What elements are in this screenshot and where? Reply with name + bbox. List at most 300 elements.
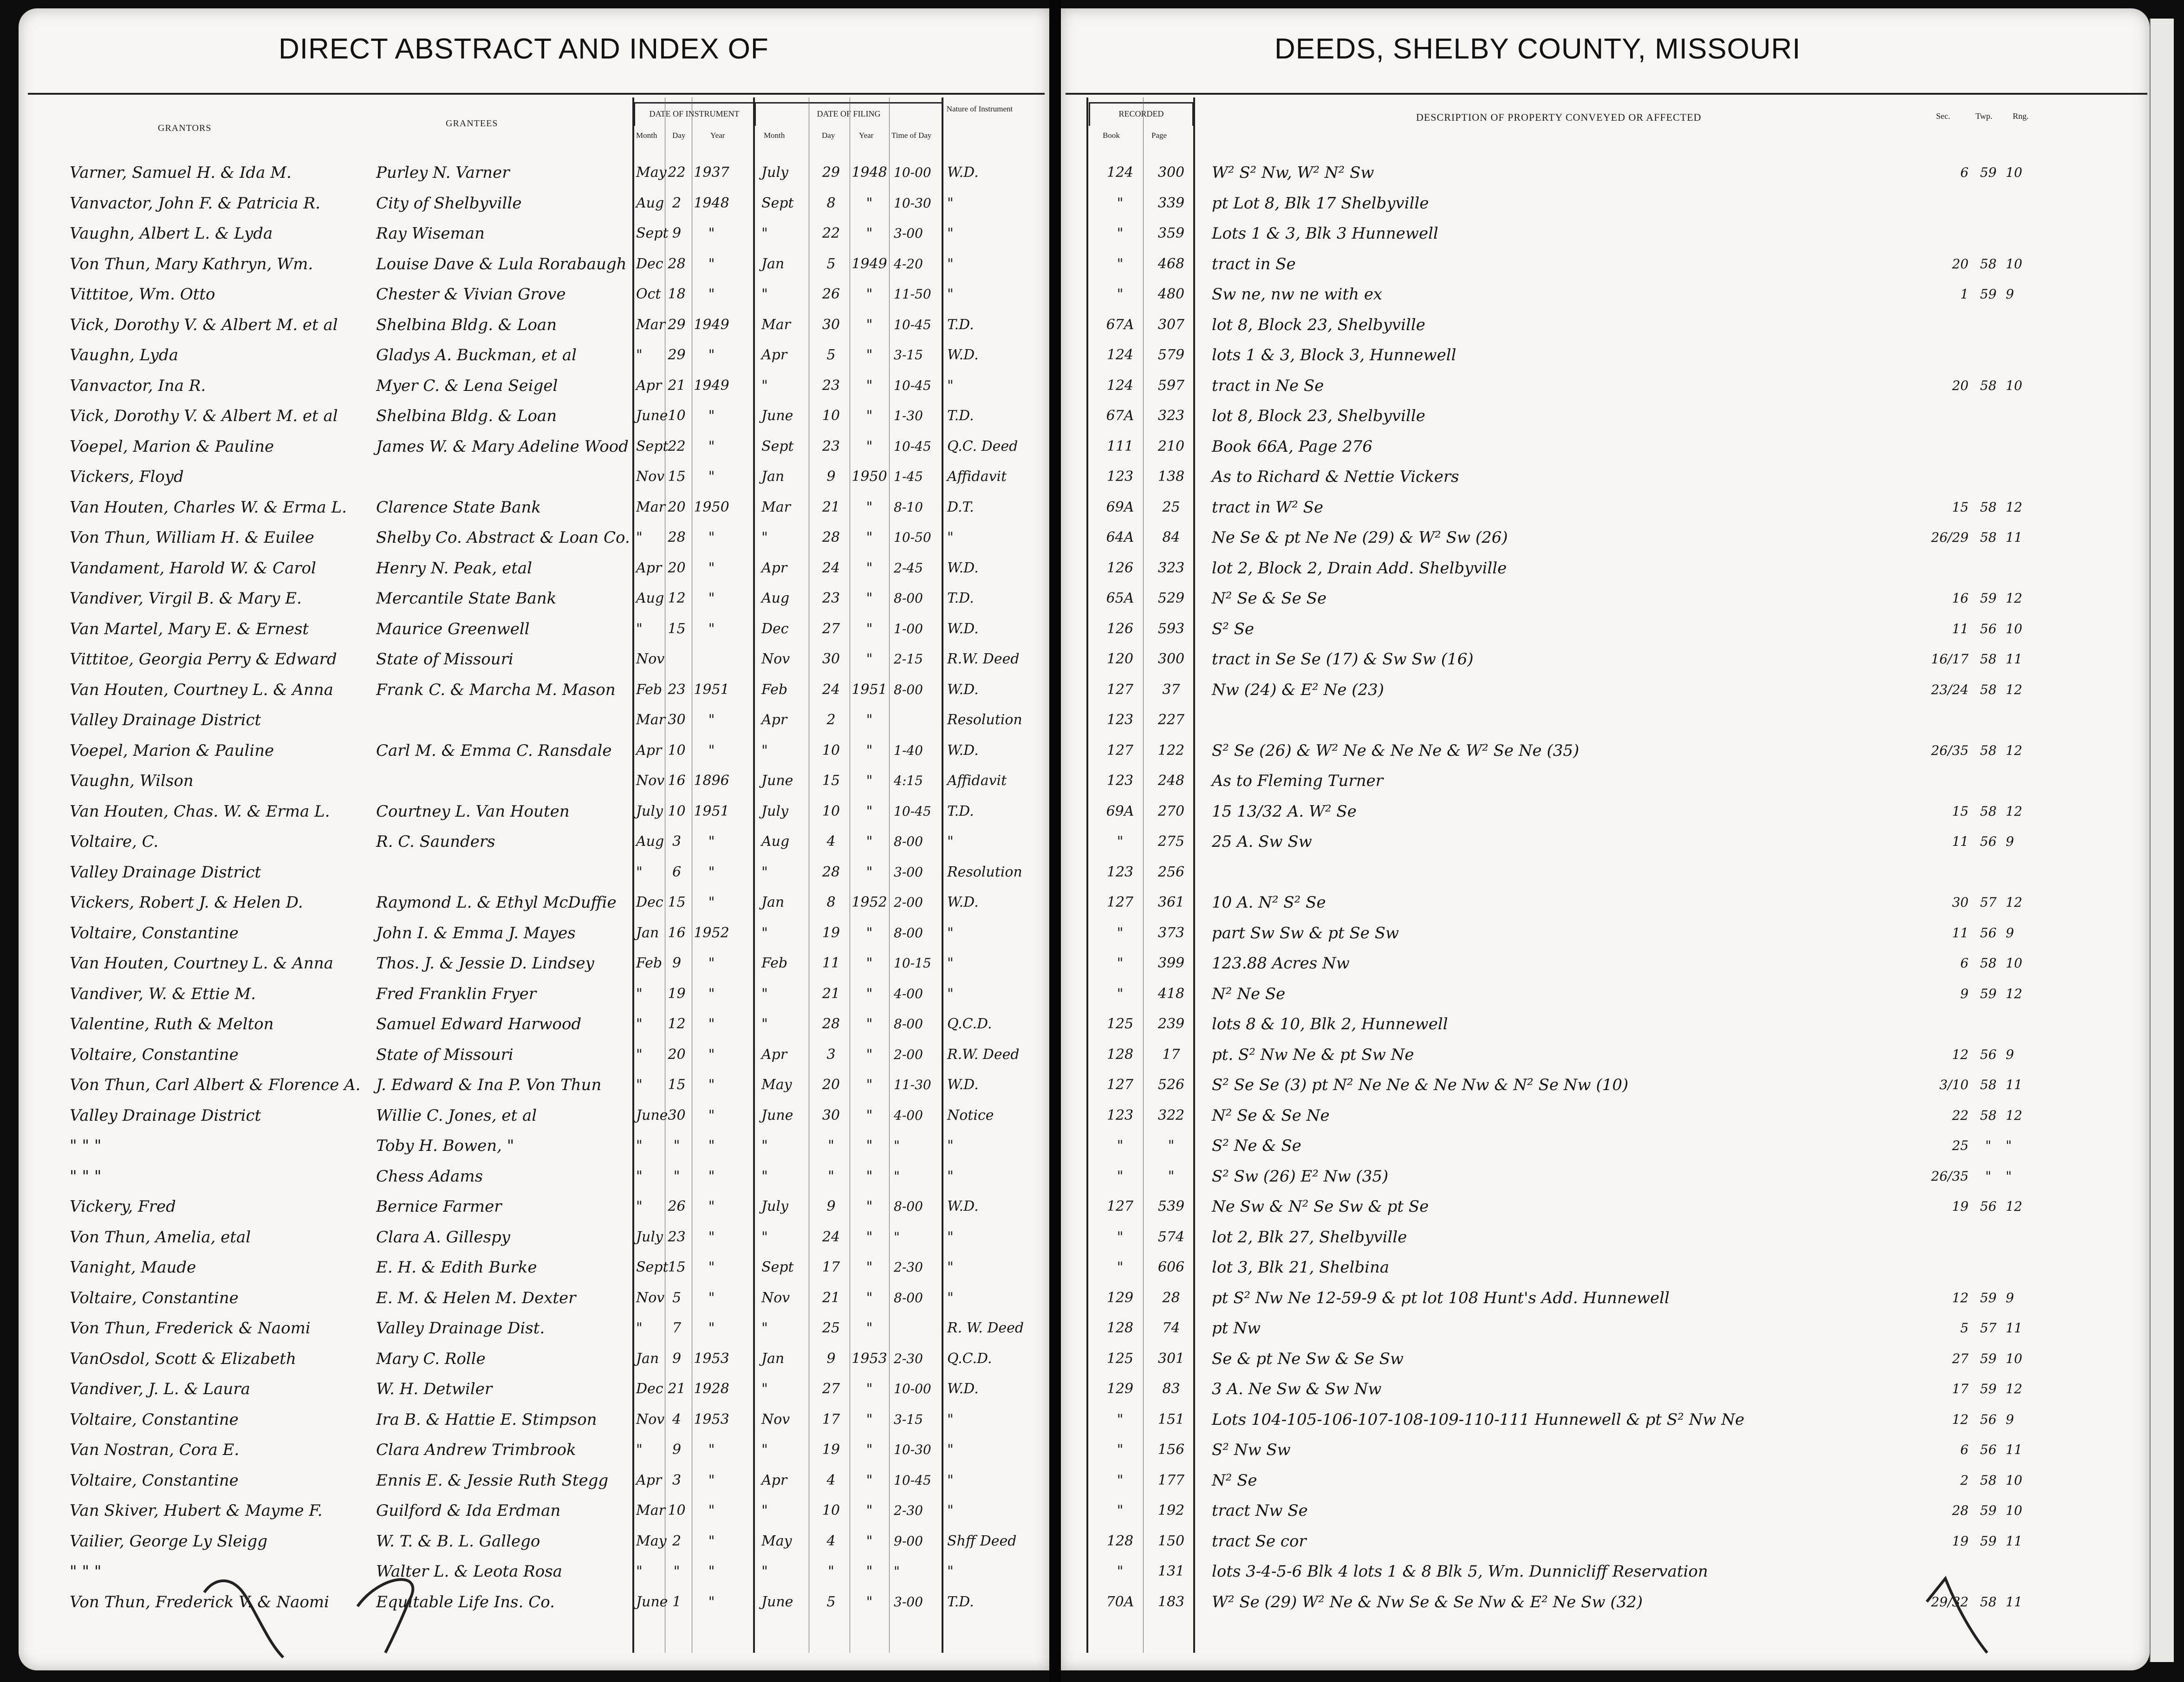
time-cell: 3-00 xyxy=(894,1594,923,1610)
book-cell: 120 xyxy=(1106,651,1134,667)
file-month-label: Month xyxy=(764,131,785,140)
sec-cell xyxy=(1927,343,1969,368)
inst-year-cell: 1948 xyxy=(694,195,729,211)
date-of-filing-label: DATE OF FILING xyxy=(817,109,881,118)
file-year-cell: " xyxy=(866,408,873,424)
page-cell: 539 xyxy=(1157,1198,1185,1214)
file-day-cell: 23 xyxy=(822,377,840,394)
inst-year-cell: " xyxy=(708,1046,715,1063)
sec-cell: 11 xyxy=(1952,621,1969,636)
book-cell: 67A xyxy=(1106,408,1134,424)
file-day-cell: 28 xyxy=(822,864,840,880)
file-day-cell: 5 xyxy=(826,256,836,272)
file-month-cell: Jan xyxy=(761,468,785,485)
file-day-cell: 11 xyxy=(822,955,840,971)
ledger-title-right: DEEDS, SHELBY COUNTY, MISSOURI xyxy=(1274,33,1801,65)
ledger-row xyxy=(0,981,2184,1007)
inst-month-cell: Nov xyxy=(636,1411,665,1428)
inst-month-cell: Apr xyxy=(636,377,662,394)
time-cell: 8-00 xyxy=(894,1199,923,1214)
file-year-cell: 1950 xyxy=(852,468,887,485)
rng-cell: 11 xyxy=(2006,1320,2022,1336)
grantor-cell: Vaughn, Lyda xyxy=(70,346,178,364)
inst-year-cell: " xyxy=(708,1533,715,1549)
page-cell: 361 xyxy=(1157,894,1185,910)
inst-year-cell: 1937 xyxy=(694,164,729,181)
twp-cell: 58 xyxy=(1980,682,1997,697)
nature-cell: " xyxy=(947,256,954,272)
twp-header: Twp. xyxy=(1976,111,1993,121)
file-day-cell: 27 xyxy=(822,1381,840,1397)
inst-day-cell: 9 xyxy=(672,225,682,241)
rng-cell: 10 xyxy=(2006,621,2022,636)
book-cell: " xyxy=(1117,986,1124,1002)
inst-year-cell: " xyxy=(708,1077,715,1093)
file-day-cell: 24 xyxy=(822,682,840,698)
description-cell: Ne Sw & N² Se Sw & pt Se xyxy=(1212,1197,1429,1216)
file-month-cell: Apr xyxy=(761,1046,787,1063)
inst-year-cell: " xyxy=(708,1016,715,1032)
ledger-row xyxy=(0,1559,2184,1584)
ledger-row xyxy=(0,921,2184,946)
file-month-cell: Nov xyxy=(761,651,790,667)
rng-cell xyxy=(2006,1559,2041,1584)
sec-cell: 6 xyxy=(1960,955,1969,971)
book-cell: 124 xyxy=(1106,347,1134,363)
ledger-row xyxy=(0,191,2184,216)
nature-cell: Notice xyxy=(947,1107,994,1123)
page-cell: 25 xyxy=(1162,499,1180,515)
grantee-cell: W. T. & B. L. Gallego xyxy=(376,1532,540,1551)
file-day-cell: 5 xyxy=(826,347,836,363)
description-cell: Nw (24) & E² Ne (23) xyxy=(1212,681,1384,699)
page-cell: " xyxy=(1168,1168,1175,1184)
time-cell: 4-00 xyxy=(894,1108,923,1123)
inst-day-cell: 15 xyxy=(668,468,686,485)
page-cell: 256 xyxy=(1157,864,1185,880)
inst-day-cell: 3 xyxy=(672,833,682,850)
sec-cell xyxy=(1927,221,1969,246)
grantors-header: GRANTORS xyxy=(158,123,212,133)
nature-cell: Q.C.D. xyxy=(947,1351,992,1367)
ledger-row xyxy=(0,1468,2184,1493)
grantor-cell: Van Houten, Chas. W. & Erma L. xyxy=(70,802,330,821)
rng-cell: 9 xyxy=(2006,925,2014,941)
file-year-cell: " xyxy=(866,925,873,941)
inst-day-cell: 15 xyxy=(668,1077,686,1093)
description-cell: N² Se xyxy=(1212,1471,1257,1490)
book-cell: 126 xyxy=(1106,560,1134,576)
file-month-cell: " xyxy=(761,529,768,546)
inst-year-cell: " xyxy=(708,864,715,880)
sec-cell: 30 xyxy=(1952,895,1969,910)
time-cell: 3-00 xyxy=(894,226,923,241)
grantor-cell: Voltaire, Constantine xyxy=(70,1046,239,1064)
sec-cell xyxy=(1927,1255,1969,1280)
grantee-cell: Clara A. Gillespy xyxy=(376,1228,510,1247)
twp-cell: 59 xyxy=(1980,286,1997,302)
rng-cell: 11 xyxy=(2006,1533,2022,1549)
twp-cell: 59 xyxy=(1980,1503,1997,1518)
inst-month-cell: Aug xyxy=(636,833,664,850)
rng-cell: 12 xyxy=(2006,743,2022,758)
description-cell: S² Sw (26) E² Nw (35) xyxy=(1212,1167,1389,1186)
book-cell: 125 xyxy=(1106,1351,1134,1367)
rng-cell xyxy=(2006,860,2041,885)
sec-cell: 26/35 xyxy=(1931,1169,1969,1184)
file-day-cell: 19 xyxy=(822,925,840,941)
grantor-cell: Voepel, Marion & Pauline xyxy=(70,741,274,760)
twp-cell: 59 xyxy=(1980,1381,1997,1396)
sec-cell: 25 xyxy=(1952,1138,1969,1153)
sec-cell xyxy=(1927,312,1969,338)
sec-cell: 12 xyxy=(1952,1047,1969,1062)
file-day-cell: " xyxy=(828,1137,834,1154)
nature-cell: Resolution xyxy=(947,864,1022,880)
inst-month-cell: Dec xyxy=(636,256,663,272)
ledger-row xyxy=(0,1590,2184,1615)
rng-cell: 10 xyxy=(2006,165,2022,180)
file-day-cell: 5 xyxy=(826,1594,836,1610)
inst-month-cell: " xyxy=(636,1077,643,1093)
grantor-cell: Von Thun, Mary Kathryn, Wm. xyxy=(70,255,313,273)
grantee-cell: Henry N. Peak, etal xyxy=(376,559,533,578)
file-year-cell: " xyxy=(866,1229,873,1245)
rng-cell: 10 xyxy=(2006,378,2022,393)
book-cell: " xyxy=(1117,1168,1124,1184)
time-cell: 10-00 xyxy=(894,1381,931,1396)
grantee-cell: Mercantile State Bank xyxy=(376,589,557,608)
inst-day-cell: 10 xyxy=(668,742,686,759)
file-day-cell: 4 xyxy=(826,1533,836,1549)
rng-cell: 9 xyxy=(2006,286,2014,302)
ledger-row xyxy=(0,890,2184,915)
page-label: Page xyxy=(1151,131,1167,140)
grantee-cell: Samuel Edward Harwood xyxy=(376,1015,582,1033)
inst-day-cell: 3 xyxy=(672,1472,682,1488)
grantor-cell: Von Thun, Amelia, etal xyxy=(70,1228,251,1247)
file-year-cell: " xyxy=(866,955,873,971)
page-cell: 28 xyxy=(1162,1290,1180,1306)
grantor-cell: Vandiver, W. & Ettie M. xyxy=(70,985,256,1003)
book-cell: " xyxy=(1117,225,1124,241)
inst-month-cell: Aug xyxy=(636,590,664,606)
inst-month-cell: Nov xyxy=(636,773,665,789)
description-cell: 15 13/32 A. W² Se xyxy=(1212,802,1357,821)
file-month-cell: Apr xyxy=(761,560,787,576)
page-cell: 210 xyxy=(1157,438,1185,455)
inst-day-cell: 10 xyxy=(668,1502,686,1519)
inst-month-cell: Nov xyxy=(636,468,665,485)
sec-cell: 26/35 xyxy=(1931,743,1969,758)
file-day-label: Day xyxy=(822,131,835,140)
date-of-instrument-label: DATE OF INSTRUMENT xyxy=(649,109,740,118)
inst-month-cell: " xyxy=(636,1046,643,1063)
time-cell: 10-50 xyxy=(894,530,931,545)
nature-cell: " xyxy=(947,1290,954,1306)
grantee-cell: Carl M. & Emma C. Ransdale xyxy=(376,741,612,760)
ledger-row xyxy=(0,1437,2184,1462)
rng-cell xyxy=(2006,1255,2041,1280)
inst-day-cell: 20 xyxy=(668,1046,686,1063)
inst-day-cell: 15 xyxy=(668,621,686,637)
file-day-cell: 9 xyxy=(826,468,836,485)
rng-cell: 12 xyxy=(2006,682,2022,697)
sec-cell: 20 xyxy=(1952,378,1969,393)
file-day-cell: 17 xyxy=(822,1259,840,1275)
file-month-cell: Feb xyxy=(761,682,788,698)
grantee-cell: Maurice Greenwell xyxy=(376,620,530,638)
file-month-cell: Jan xyxy=(761,256,785,272)
file-day-cell: 25 xyxy=(822,1320,840,1336)
ledger-title-left: DIRECT ABSTRACT AND INDEX OF xyxy=(279,33,769,65)
file-year-cell: " xyxy=(866,986,873,1002)
ledger-row xyxy=(0,1194,2184,1219)
inst-day-cell: 9 xyxy=(672,955,682,971)
file-month-cell: " xyxy=(761,225,768,241)
inst-day-cell: 12 xyxy=(668,590,686,606)
inst-month-cell: Aug xyxy=(636,195,664,211)
sec-cell xyxy=(1927,708,1969,733)
sec-cell: 11 xyxy=(1952,925,1969,941)
rng-cell xyxy=(2006,343,2041,368)
twp-cell xyxy=(1971,221,2006,246)
ledger-row xyxy=(0,799,2184,824)
file-month-cell: Sept xyxy=(761,438,794,455)
file-day-cell: 30 xyxy=(822,1107,840,1123)
twp-cell xyxy=(1971,464,2006,489)
page-cell: 122 xyxy=(1157,742,1185,759)
inst-month-cell: " xyxy=(636,1442,643,1458)
rng-cell: 12 xyxy=(2006,500,2022,515)
grantee-cell: State of Missouri xyxy=(376,650,514,669)
inst-day-cell: 15 xyxy=(668,894,686,910)
grantor-cell: Von Thun, Frederick & Naomi xyxy=(70,1319,311,1338)
recorded-label: RECORDED xyxy=(1118,109,1164,118)
rng-cell: 9 xyxy=(2006,1290,2014,1305)
file-year-cell: " xyxy=(866,347,873,363)
inst-year-cell: 1928 xyxy=(694,1381,729,1397)
description-cell: Ne Se & pt Ne Ne (29) & W² Sw (26) xyxy=(1212,528,1508,547)
inst-year-cell: " xyxy=(708,1320,715,1336)
twp-cell: 56 xyxy=(1980,1199,1997,1214)
book-cell: 127 xyxy=(1106,742,1134,759)
grantor-cell: Von Thun, William H. & Euilee xyxy=(70,528,314,547)
file-month-cell: July xyxy=(761,164,788,181)
ledger-row xyxy=(0,312,2184,338)
description-cell: Sw ne, nw ne with ex xyxy=(1212,285,1383,304)
book-cell: " xyxy=(1117,1502,1124,1519)
book-cell: " xyxy=(1117,195,1124,211)
ledger-row xyxy=(0,1377,2184,1402)
twp-cell: 56 xyxy=(1980,1412,1997,1427)
ledger-row xyxy=(0,1286,2184,1311)
grantee-cell: State of Missouri xyxy=(376,1046,514,1064)
page-cell: 597 xyxy=(1157,377,1185,394)
twp-cell xyxy=(1971,1012,2006,1037)
page-cell: 359 xyxy=(1157,225,1185,241)
nature-cell: W.D. xyxy=(947,1381,979,1397)
twp-cell xyxy=(1971,191,2006,216)
book-cell: 127 xyxy=(1106,682,1134,698)
inst-year-cell: " xyxy=(708,742,715,759)
inst-year-cell: " xyxy=(708,621,715,637)
grantee-cell: Ennis E. & Jessie Ruth Stegg xyxy=(376,1471,609,1490)
nature-cell: " xyxy=(947,225,954,241)
description-cell: S² Se Se (3) pt N² Ne Ne & Ne Nw & N² Se Nw (10) xyxy=(1212,1076,1629,1094)
grantee-cell: Shelbina Bldg. & Loan xyxy=(376,407,557,425)
inst-month-cell: " xyxy=(636,864,643,880)
grantee-cell: Purley N. Varner xyxy=(376,163,510,182)
inst-day-cell: 23 xyxy=(668,1229,686,1245)
inst-day-cell: " xyxy=(673,1137,680,1154)
grantor-cell: Van Skiver, Hubert & Mayme F. xyxy=(70,1501,323,1520)
nature-cell: " xyxy=(947,377,954,394)
nature-cell: R.W. Deed xyxy=(947,651,1020,667)
page-cell: 37 xyxy=(1162,682,1180,698)
nature-cell: W.D. xyxy=(947,682,979,698)
file-year-cell: " xyxy=(866,317,873,333)
inst-month-cell: " xyxy=(636,986,643,1002)
book-cell: 123 xyxy=(1106,468,1134,485)
grantee-cell xyxy=(376,464,636,489)
time-cell: " xyxy=(894,1169,900,1184)
page-cell: 323 xyxy=(1157,560,1185,576)
file-year-cell: " xyxy=(866,1107,873,1123)
nature-cell: W.D. xyxy=(947,1077,979,1093)
nature-cell: Shff Deed xyxy=(947,1533,1017,1549)
file-year-cell: 1953 xyxy=(852,1351,887,1367)
twp-cell: 59 xyxy=(1980,1351,1997,1366)
inst-year-cell: " xyxy=(708,1290,715,1306)
ledger-row xyxy=(0,586,2184,611)
rng-cell: 10 xyxy=(2006,1351,2022,1366)
file-day-cell: 30 xyxy=(822,651,840,667)
page-cell: 156 xyxy=(1157,1442,1185,1458)
grantees-header: GRANTEES xyxy=(446,118,498,129)
grantor-cell: " " " xyxy=(70,1562,102,1581)
sec-cell: 16/17 xyxy=(1931,651,1969,667)
file-year-cell: " xyxy=(866,1168,873,1184)
twp-cell xyxy=(1971,343,2006,368)
file-day-cell: 23 xyxy=(822,590,840,606)
twp-cell xyxy=(1971,434,2006,459)
book-cell: 129 xyxy=(1106,1290,1134,1306)
grantee-cell: Chess Adams xyxy=(376,1167,483,1186)
grantor-cell: Vandiver, J. L. & Laura xyxy=(70,1380,250,1398)
time-cell: 10-45 xyxy=(894,1473,931,1488)
nature-cell: W.D. xyxy=(947,894,979,910)
pen-mark-left-2 xyxy=(353,1565,446,1657)
file-year-label: Year xyxy=(859,131,874,140)
file-year-cell: " xyxy=(866,590,873,606)
file-day-cell: 21 xyxy=(822,499,840,515)
description-cell: tract in W² Se xyxy=(1212,498,1324,517)
sec-cell: 29/32 xyxy=(1931,1594,1969,1610)
file-day-cell: 27 xyxy=(822,621,840,637)
file-month-cell: Mar xyxy=(761,317,791,333)
inst-month-cell: June xyxy=(636,1107,668,1123)
inst-month-cell: Mar xyxy=(636,499,665,515)
file-day-cell: 20 xyxy=(822,1077,840,1093)
inst-day-cell: 4 xyxy=(672,1411,682,1428)
twp-cell: 59 xyxy=(1980,1290,1997,1305)
page-cell: 192 xyxy=(1157,1502,1185,1519)
inst-month-cell: Jan xyxy=(636,925,659,941)
ledger-row xyxy=(0,951,2184,976)
file-year-cell: " xyxy=(866,225,873,241)
file-month-cell: " xyxy=(761,1563,768,1579)
ledger-row xyxy=(0,464,2184,489)
grantee-cell: Mary C. Rolle xyxy=(376,1350,486,1368)
book-cell: " xyxy=(1117,1229,1124,1245)
time-cell: 10-45 xyxy=(894,804,931,819)
book-cell: " xyxy=(1117,256,1124,272)
page-cell: 579 xyxy=(1157,347,1185,363)
nature-cell: " xyxy=(947,986,954,1002)
file-day-cell: 28 xyxy=(822,529,840,546)
file-year-cell: " xyxy=(866,560,873,576)
grantee-cell: E. H. & Edith Burke xyxy=(376,1258,537,1277)
file-year-cell: " xyxy=(866,1137,873,1154)
file-year-cell: " xyxy=(866,1563,873,1579)
book-label: Book xyxy=(1103,131,1120,140)
ledger-row xyxy=(0,1498,2184,1523)
book-cell: 128 xyxy=(1106,1046,1134,1063)
inst-month-cell: Apr xyxy=(636,742,662,759)
description-cell: pt Nw xyxy=(1212,1319,1261,1338)
inst-year-cell: " xyxy=(708,1107,715,1123)
inst-month-cell: Nov xyxy=(636,1290,665,1306)
nature-cell: D.T. xyxy=(947,499,974,515)
file-month-cell: " xyxy=(761,1229,768,1245)
rng-cell: 10 xyxy=(2006,256,2022,272)
ledger-row xyxy=(0,1529,2184,1554)
grantor-cell: Vanvactor, Ina R. xyxy=(70,377,206,395)
inst-month-cell: Sept xyxy=(636,225,669,241)
twp-cell: 58 xyxy=(1980,1594,1997,1610)
header-rule-right xyxy=(1066,93,2147,95)
time-cell: 10-00 xyxy=(894,165,931,180)
page-cell: 150 xyxy=(1157,1533,1185,1549)
ledger-row xyxy=(0,1407,2184,1432)
file-day-cell: 10 xyxy=(822,742,840,759)
rng-cell xyxy=(2006,312,2041,338)
grantee-cell: Gladys A. Buckman, et al xyxy=(376,346,577,364)
file-month-cell: " xyxy=(761,1016,768,1032)
grantee-cell: Shelbina Bldg. & Loan xyxy=(376,316,557,334)
twp-cell xyxy=(1971,1255,2006,1280)
recorded-group xyxy=(1089,102,1194,126)
description-cell: S² Ne & Se xyxy=(1212,1136,1301,1155)
pen-mark-left xyxy=(200,1569,302,1662)
file-year-cell: " xyxy=(866,1259,873,1275)
sec-header: Sec. xyxy=(1936,111,1950,121)
rng-cell: 11 xyxy=(2006,1077,2022,1092)
description-cell: N² Se & Se Se xyxy=(1212,589,1327,608)
page-cell: 227 xyxy=(1157,712,1185,728)
book-cell: 69A xyxy=(1106,499,1134,515)
description-cell: N² Se & Se Ne xyxy=(1212,1106,1330,1125)
file-month-cell: Sept xyxy=(761,1259,794,1275)
grantee-cell: Clara Andrew Trimbrook xyxy=(376,1441,576,1459)
description-cell: N² Ne Se xyxy=(1212,985,1286,1003)
inst-month-cell: June xyxy=(636,408,668,424)
page-cell: 339 xyxy=(1157,195,1185,211)
grantee-cell: Toby H. Bowen, " xyxy=(376,1136,514,1155)
grantor-cell: Voltaire, Constantine xyxy=(70,1410,239,1429)
rng-cell: 10 xyxy=(2006,1503,2022,1518)
